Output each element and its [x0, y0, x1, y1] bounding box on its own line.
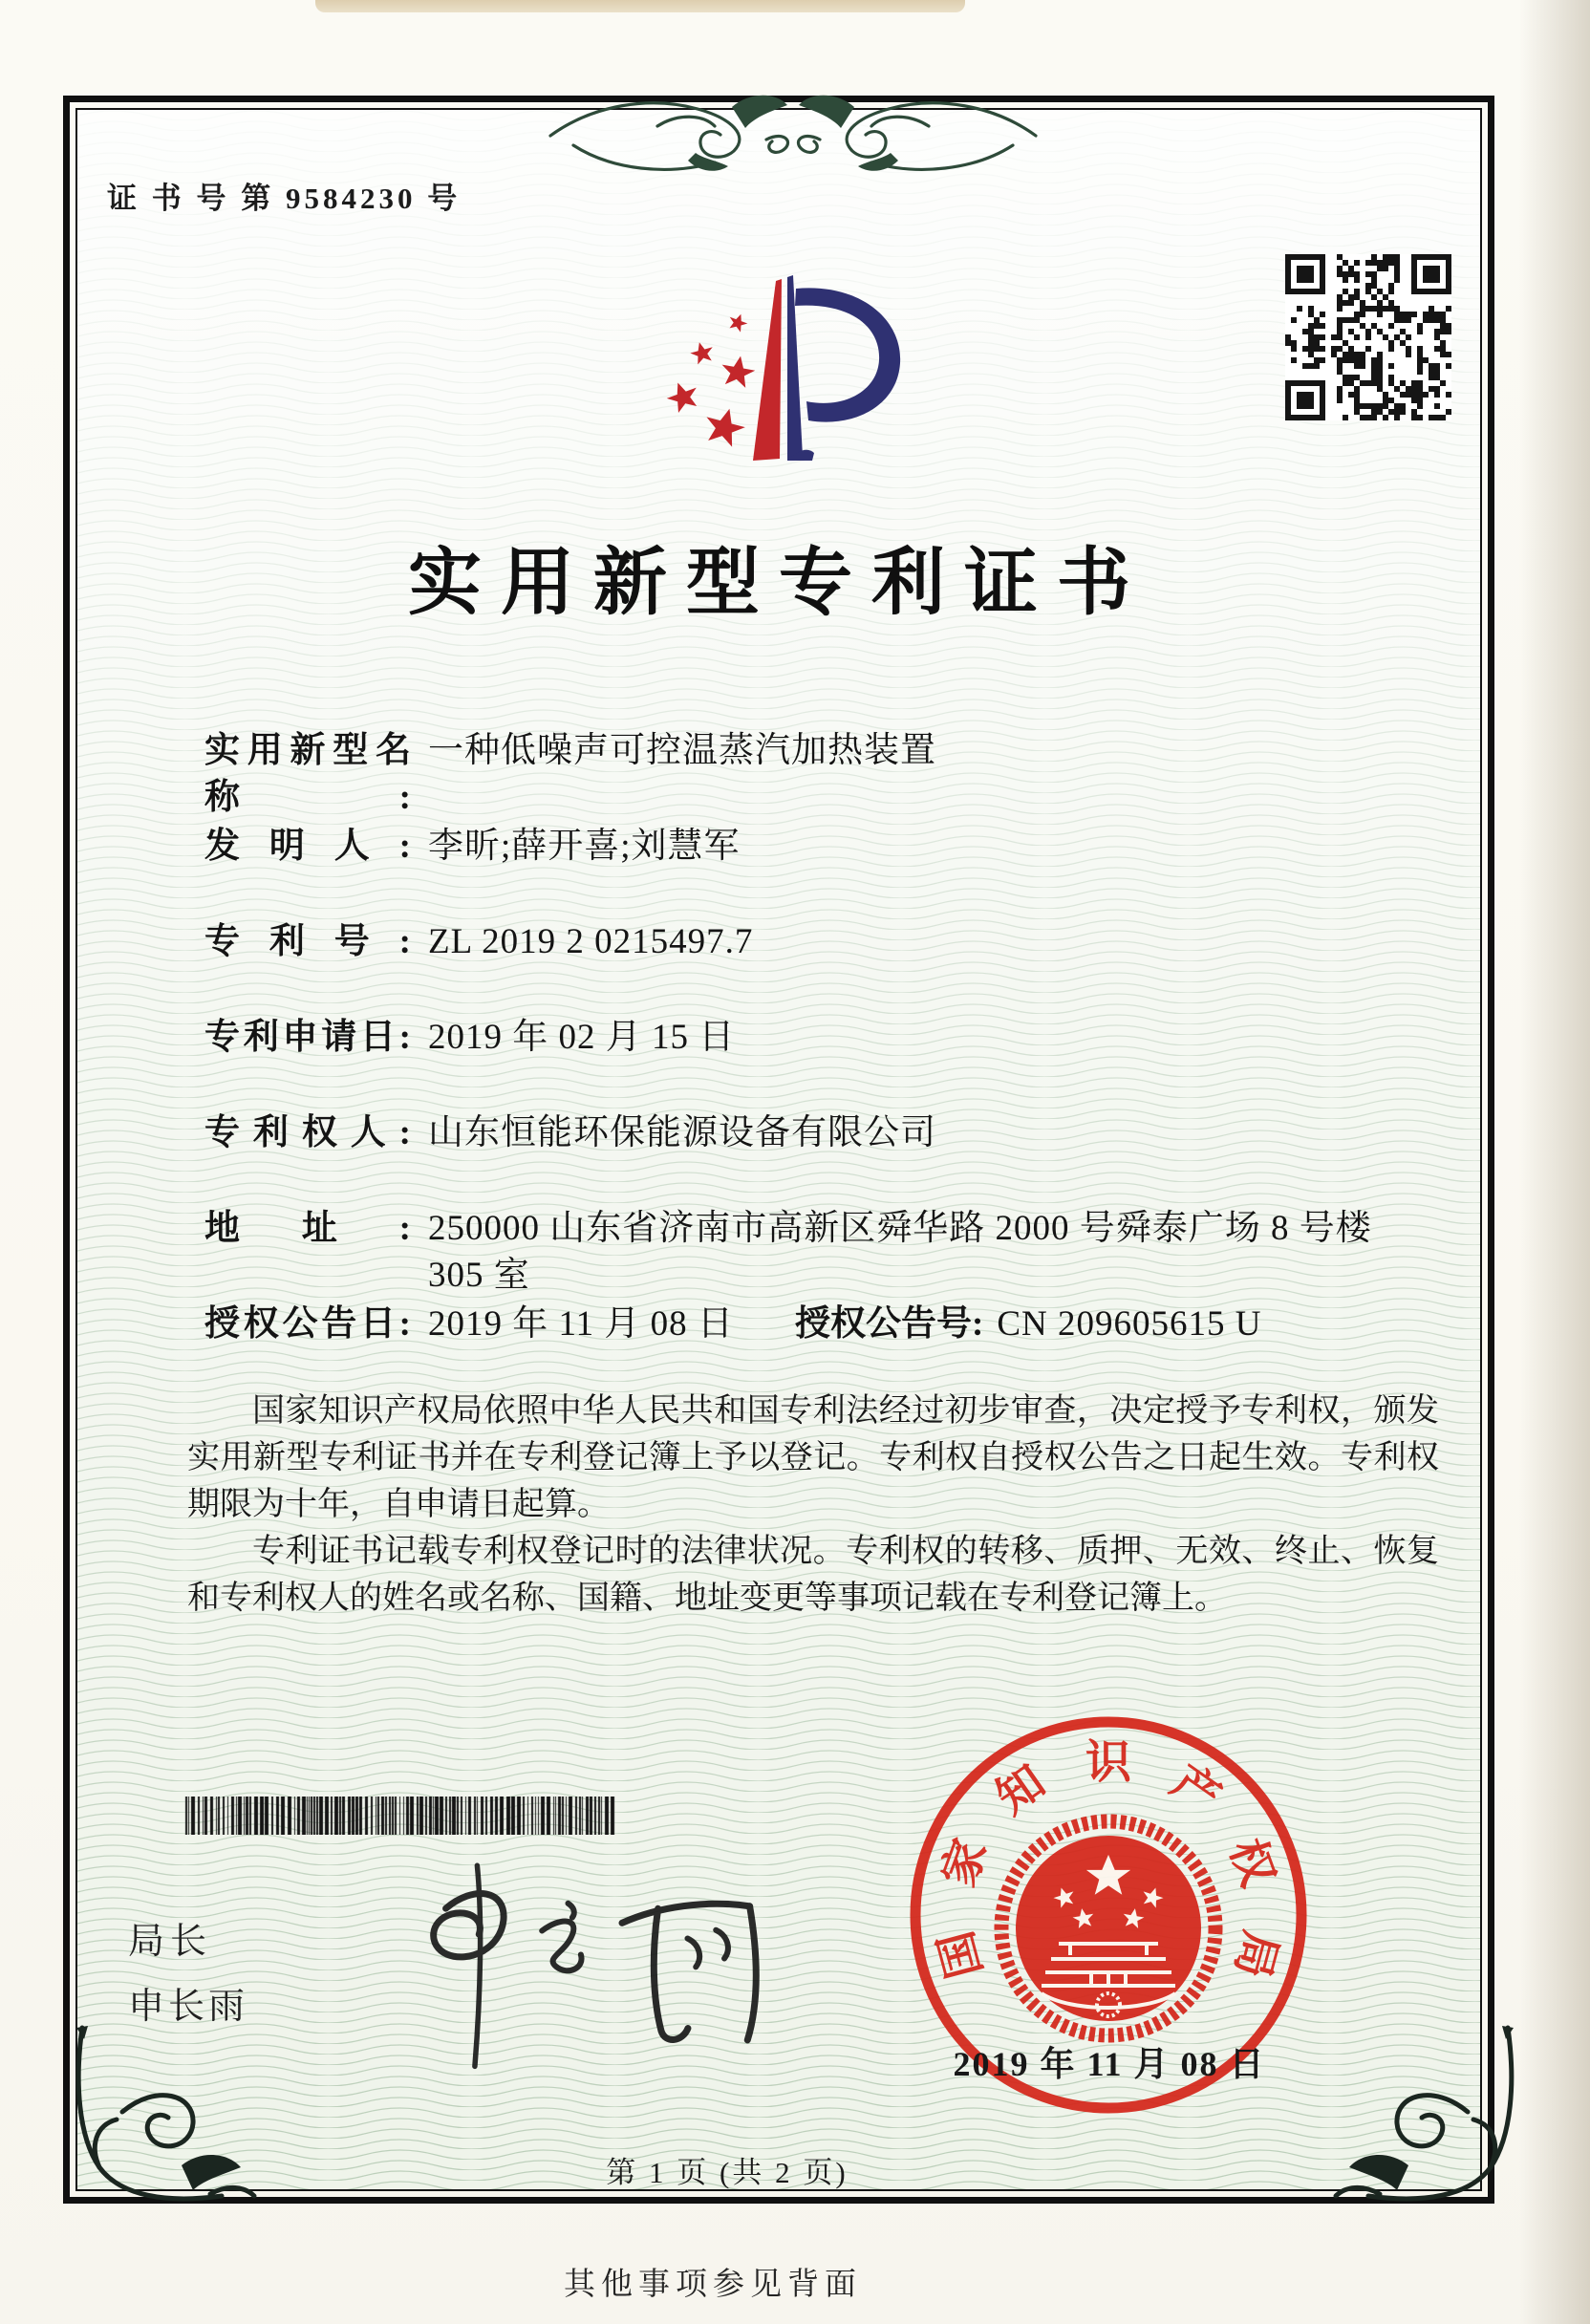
field-row-patentee — [204, 1110, 1447, 1157]
back-side-note: 其他事项参见背面 — [564, 2268, 862, 2302]
logo-navy-p — [787, 275, 900, 461]
logo-red-wedge — [753, 279, 782, 461]
field-value: 250000 山东省济南市高新区舜华路 2000 号舜泰广场 8 号楼 305 室 — [428, 1209, 1372, 1295]
field-value: 李昕;薛开喜;刘慧军 — [428, 827, 741, 866]
logo-stars — [663, 311, 758, 448]
svg-text:局: 局 — [1225, 1926, 1286, 1984]
grant-number-label: 授权公告号: — [795, 1304, 984, 1344]
field-label: 地址: — [204, 1209, 411, 1248]
svg-text:国: 国 — [931, 1926, 992, 1984]
svg-text:知: 知 — [987, 1755, 1055, 1824]
field-row-grant-date — [204, 1302, 1447, 1348]
field-value: 2019 年 11 月 08 日 — [428, 1304, 734, 1344]
field-value: ZL 2019 2 0215497.7 — [428, 922, 754, 961]
certificate-number: 证 书 号 第 9584230 号 — [107, 182, 462, 215]
dragon-ornament — [545, 84, 1042, 183]
field-value: 2019 年 02 月 15 日 — [428, 1018, 736, 1057]
commissioner-name-label: 申长雨 — [128, 1987, 249, 2027]
field-label: 发明人: — [204, 827, 411, 866]
barcode — [183, 1797, 615, 1835]
svg-text:家: 家 — [934, 1832, 998, 1894]
field-label: 专利权人: — [204, 1113, 411, 1152]
svg-text:产: 产 — [1162, 1755, 1230, 1824]
field-row-inventors — [204, 824, 1447, 871]
field-row-utility-model-name — [204, 728, 1447, 822]
photo-background-strip — [315, 0, 965, 12]
field-row-patent-number — [204, 919, 1447, 966]
svg-text:权: 权 — [1219, 1832, 1283, 1894]
legal-paragraph-1: 国家知识产权局依照中华人民共和国专利法经过初步审查，决定授予专利权，颁发实用新型专利证书并在专利登记簿上予以登记。专利权自授权公告之日起生效。专利权期限为十年，自申请日起算。 — [187, 1393, 1439, 1522]
signature-handwriting — [370, 1843, 825, 2075]
grant-publication-number-group — [795, 1302, 1261, 1348]
qr-code — [1285, 254, 1451, 420]
field-label: 授权公告日: — [204, 1304, 411, 1344]
cnipa-patent-logo — [612, 247, 936, 490]
legal-body-text — [187, 1388, 1439, 1622]
legal-paragraph-2: 专利证书记载专利权登记时的法律状况。专利权的转移、质押、无效、终止、恢复和专利权人的姓名或名称、国籍、地址变更等事项记载在专利登记簿上。 — [187, 1534, 1439, 1616]
field-value: 山东恒能环保能源设备有限公司 — [428, 1113, 936, 1152]
commissioner-role-label: 局长 — [128, 1922, 213, 1962]
photo-edge-shadow — [1519, 0, 1590, 2324]
seal-date: 2019 年 11 月 08 日 — [953, 2045, 1266, 2083]
certificate-title: 实用新型专利证书 — [408, 542, 1150, 624]
field-label: 专利号: — [204, 922, 411, 961]
svg-text:识: 识 — [1085, 1737, 1132, 1788]
field-value: 一种低噪声可控温蒸汽加热装置 — [428, 731, 936, 770]
national-emblem — [1001, 1821, 1215, 2035]
field-label: 实用新型名称: — [204, 731, 411, 817]
field-row-filing-date — [204, 1015, 1447, 1062]
field-row-address — [204, 1206, 1447, 1300]
grant-number-value: CN 209605615 U — [997, 1304, 1262, 1344]
field-label: 专利申请日: — [204, 1018, 411, 1057]
page-number-info: 第 1 页 (共 2 页) — [606, 2156, 849, 2189]
